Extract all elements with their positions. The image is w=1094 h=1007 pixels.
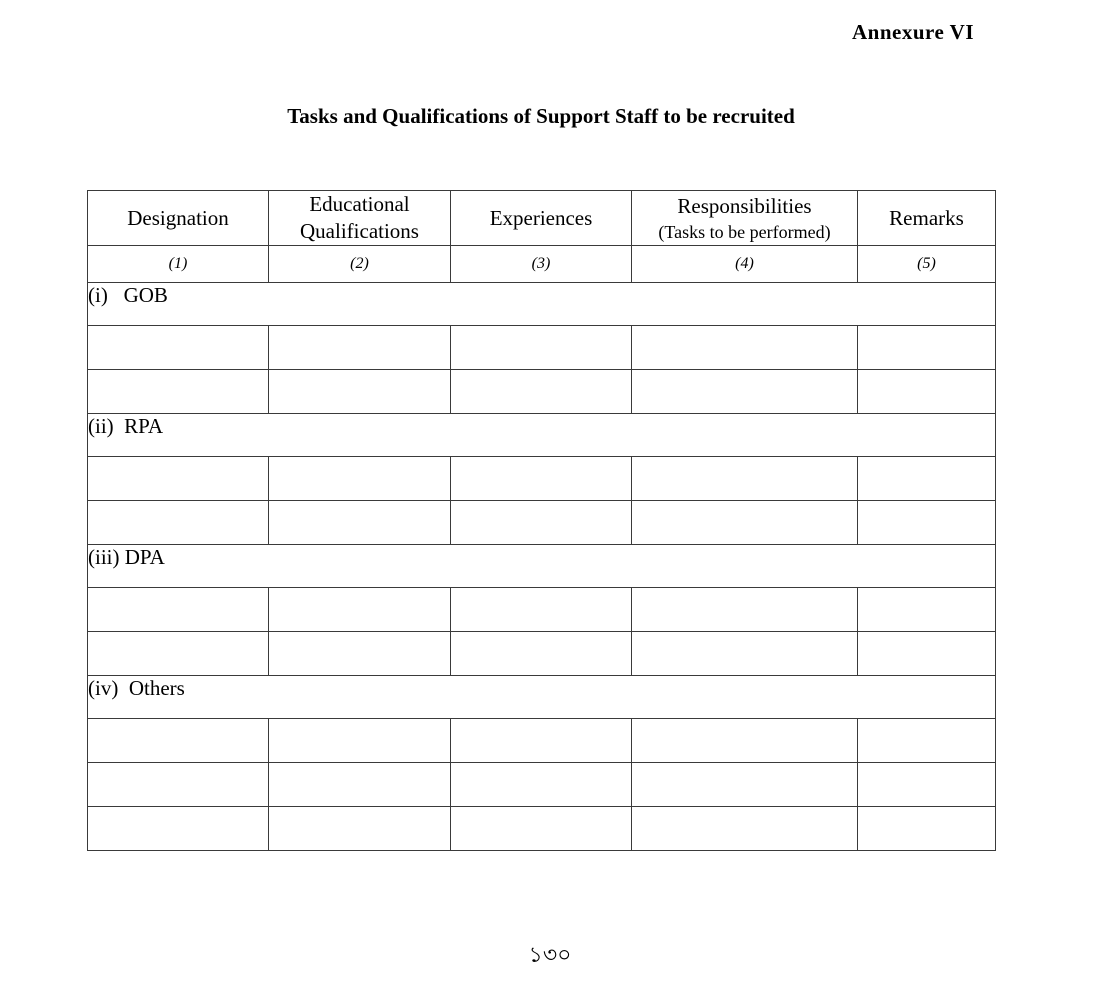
empty-cell (858, 588, 996, 632)
empty-cell (269, 807, 451, 851)
group-label: (ii) RPA (88, 414, 996, 457)
empty-cell (88, 326, 269, 370)
empty-cell (451, 457, 632, 501)
empty-cell (88, 807, 269, 851)
empty-cell (858, 632, 996, 676)
empty-cell (858, 719, 996, 763)
document-title: Tasks and Qualifications of Support Staff to be recruited (287, 104, 795, 128)
group-row-rpa (88, 414, 996, 457)
empty-cell (269, 632, 451, 676)
column-header-designation (88, 191, 269, 246)
table-row (88, 807, 996, 851)
group-row-dpa (88, 545, 996, 588)
table-row (88, 588, 996, 632)
group-row-gob (88, 283, 996, 326)
annexure-label: Annexure VI (852, 20, 974, 44)
column-header-educational-qualifications (269, 191, 451, 246)
page-number: ১৩০ (528, 943, 572, 968)
empty-cell (858, 370, 996, 414)
column-header-label: Educational Qualifications (300, 192, 419, 243)
empty-cell (451, 719, 632, 763)
empty-cell (269, 326, 451, 370)
empty-cell (451, 763, 632, 807)
empty-cell (858, 763, 996, 807)
table-header-row (88, 191, 996, 246)
table-row (88, 719, 996, 763)
empty-cell (632, 457, 858, 501)
column-header-label: Remarks (889, 205, 964, 230)
column-number: (3) (451, 246, 632, 283)
column-header-sublabel: (Tasks to be performed) (658, 221, 831, 242)
group-label: (iii) DPA (88, 545, 996, 588)
empty-cell (88, 763, 269, 807)
column-header-responsibilities (632, 191, 858, 246)
column-number: (2) (269, 246, 451, 283)
empty-cell (451, 588, 632, 632)
table-row (88, 763, 996, 807)
empty-cell (88, 370, 269, 414)
empty-cell (88, 457, 269, 501)
empty-cell (269, 719, 451, 763)
column-number-row (88, 246, 996, 283)
table-row (88, 632, 996, 676)
staff-qualifications-table (87, 190, 996, 851)
empty-cell (269, 370, 451, 414)
empty-cell (632, 632, 858, 676)
empty-cell (632, 588, 858, 632)
empty-cell (632, 807, 858, 851)
empty-cell (88, 719, 269, 763)
empty-cell (632, 326, 858, 370)
column-number: (5) (858, 246, 996, 283)
table-row (88, 501, 996, 545)
table-row (88, 326, 996, 370)
table-row (88, 370, 996, 414)
table-row (88, 457, 996, 501)
column-header-remarks (858, 191, 996, 246)
column-header-label: Experiences (489, 205, 593, 230)
empty-cell (88, 632, 269, 676)
empty-cell (858, 501, 996, 545)
empty-cell (858, 807, 996, 851)
empty-cell (269, 763, 451, 807)
empty-cell (88, 588, 269, 632)
empty-cell (269, 588, 451, 632)
empty-cell (451, 370, 632, 414)
column-header-experiences (451, 191, 632, 246)
empty-cell (451, 501, 632, 545)
empty-cell (858, 457, 996, 501)
empty-cell (451, 807, 632, 851)
empty-cell (451, 632, 632, 676)
empty-cell (632, 719, 858, 763)
empty-cell (88, 501, 269, 545)
column-number: (1) (88, 246, 269, 283)
column-header-label: Designation (127, 205, 229, 230)
empty-cell (632, 763, 858, 807)
group-label: (iv) Others (88, 676, 996, 719)
empty-cell (269, 457, 451, 501)
group-label: (i) GOB (88, 283, 996, 326)
empty-cell (269, 501, 451, 545)
column-number: (4) (632, 246, 858, 283)
empty-cell (632, 370, 858, 414)
group-row-others (88, 676, 996, 719)
empty-cell (451, 326, 632, 370)
column-header-label: Responsibilities (677, 193, 812, 218)
empty-cell (858, 326, 996, 370)
empty-cell (632, 501, 858, 545)
